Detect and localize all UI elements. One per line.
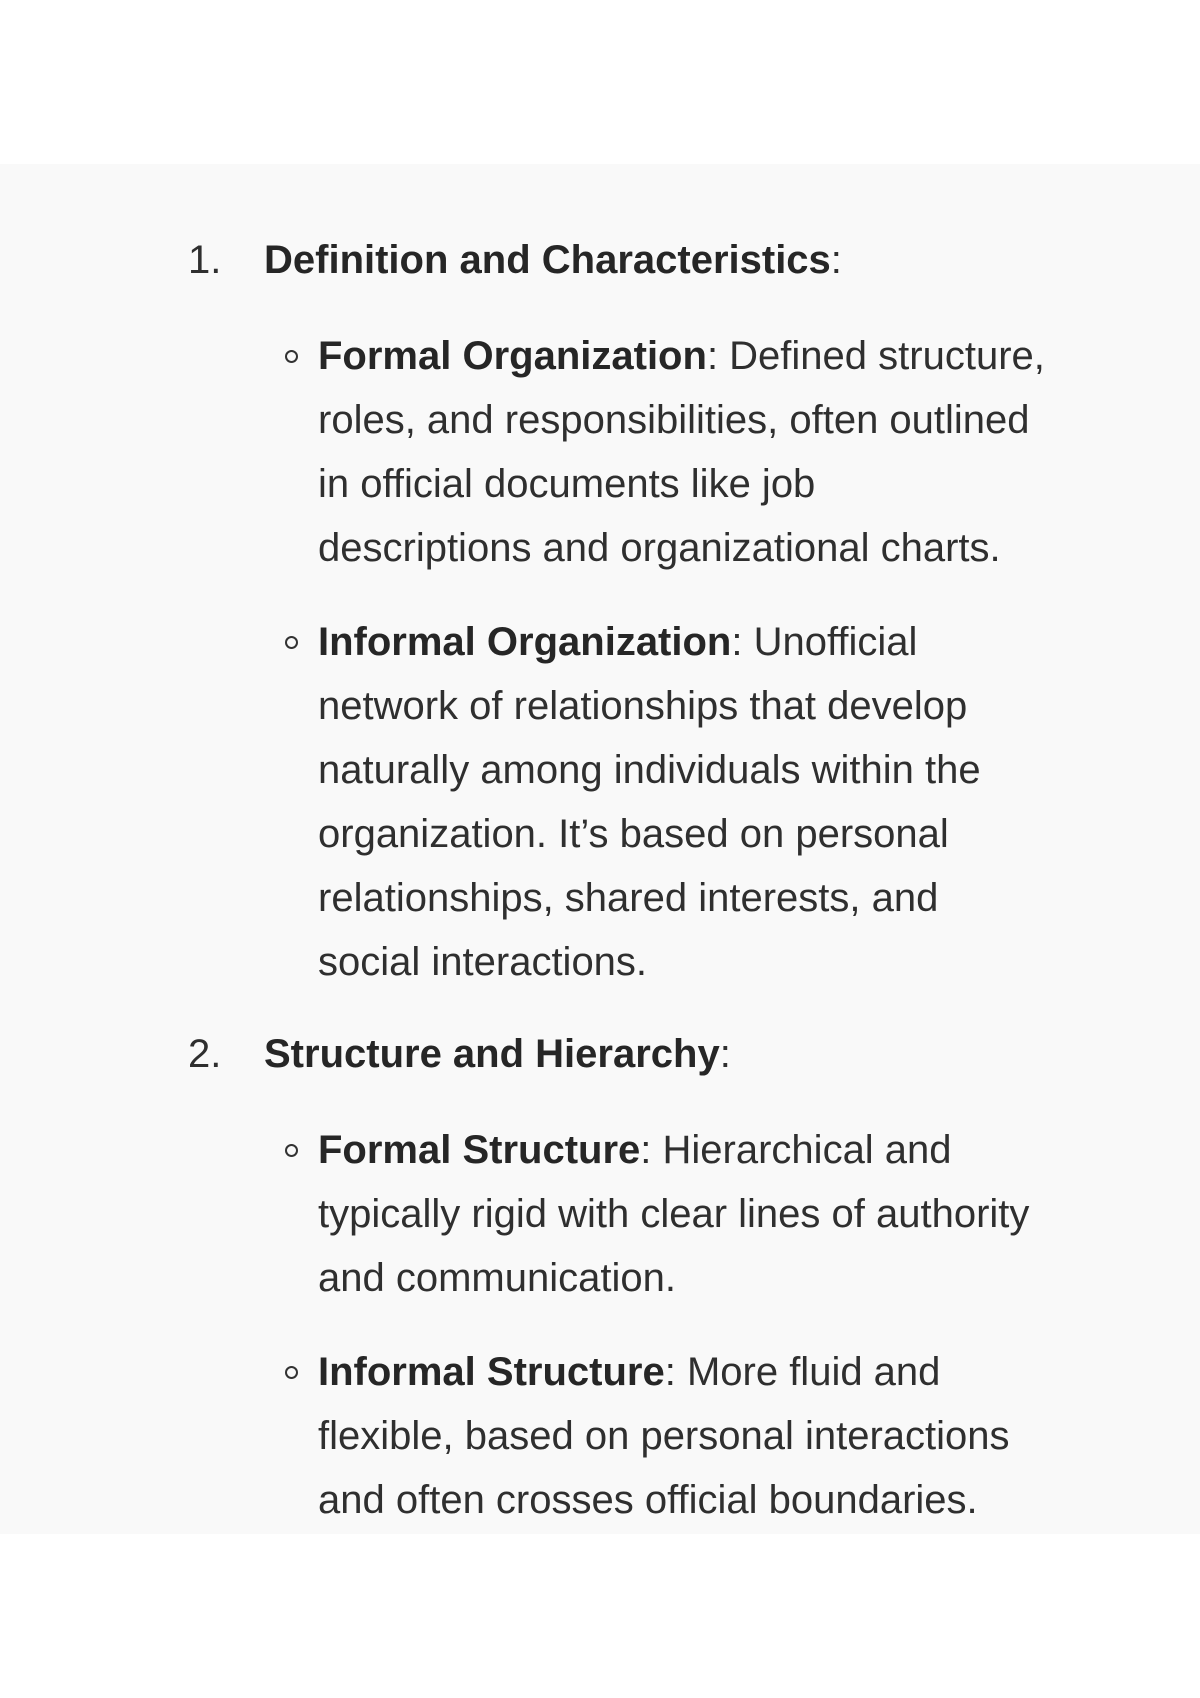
definition-text: roles, and responsibilities, often outlined	[318, 398, 1030, 442]
item-number: 2.	[188, 1032, 222, 1076]
definition-text: : Defined structure,	[706, 334, 1045, 378]
definition-text: in official documents like job	[318, 462, 816, 506]
sub-item-line	[318, 1340, 940, 1404]
term-text: Informal Structure	[318, 1350, 665, 1394]
definition-text: : Hierarchical and	[640, 1128, 952, 1172]
hollow-circle-bullet-icon	[285, 1366, 298, 1379]
definition-text: and communication.	[318, 1256, 676, 1300]
item-number: 1.	[188, 238, 222, 282]
heading-text: Definition and Characteristics	[264, 238, 831, 282]
definition-text: network of relationships that develop	[318, 684, 968, 728]
heading-colon: :	[719, 1032, 731, 1076]
definition-text: relationships, shared interests, and	[318, 876, 939, 920]
content-panel	[0, 164, 1200, 1534]
item-heading	[264, 1022, 731, 1086]
heading-text: Structure and Hierarchy	[264, 1032, 720, 1076]
hollow-circle-bullet-icon	[285, 636, 298, 649]
term-text: Formal Organization	[318, 334, 707, 378]
definition-text: social interactions.	[318, 940, 648, 984]
definition-text: naturally among individuals within the	[318, 748, 981, 792]
definition-text: typically rigid with clear lines of authority	[318, 1192, 1030, 1236]
sub-item-line	[318, 1118, 952, 1182]
definition-text: descriptions and organizational charts.	[318, 526, 1001, 570]
definition-text: : More fluid and	[664, 1350, 941, 1394]
hollow-circle-bullet-icon	[285, 1144, 298, 1157]
definition-text: and often crosses official boundaries.	[318, 1478, 978, 1522]
term-text: Formal Structure	[318, 1128, 641, 1172]
term-text: Informal Organization	[318, 620, 732, 664]
heading-colon: :	[830, 238, 842, 282]
sub-item-line	[318, 610, 917, 674]
hollow-circle-bullet-icon	[285, 350, 298, 363]
item-heading	[264, 228, 842, 292]
definition-text: flexible, based on personal interactions	[318, 1414, 1010, 1458]
sub-item-line	[318, 324, 1045, 388]
definition-text: : Unofficial	[731, 620, 918, 664]
definition-text: organization. It’s based on personal	[318, 812, 949, 856]
